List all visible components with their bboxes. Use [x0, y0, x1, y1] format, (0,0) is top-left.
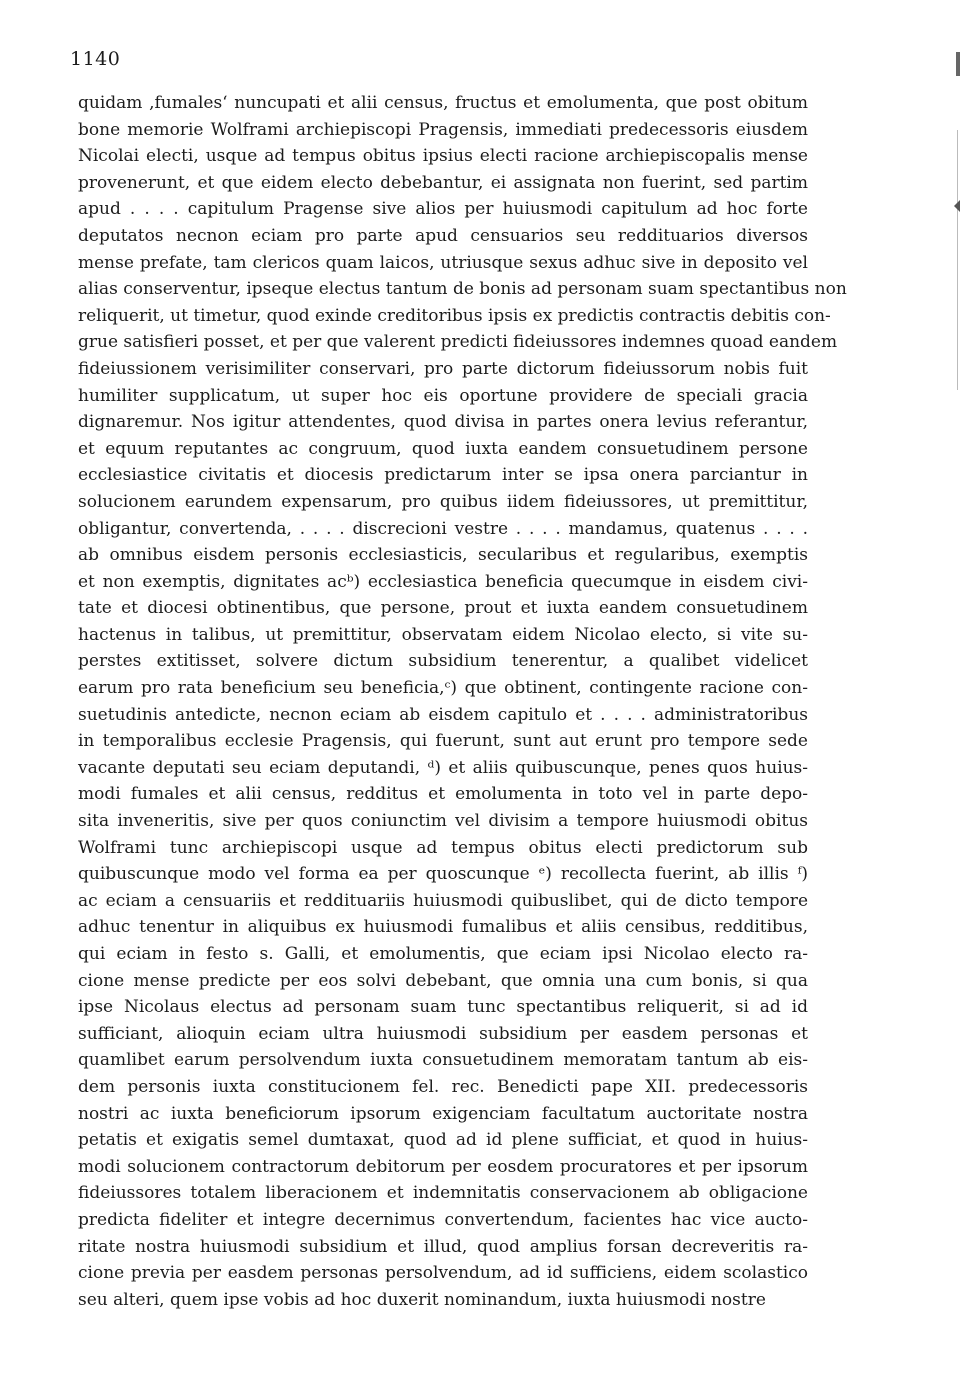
text-line: deputatos necnon eciam pro parte apud censuarios seu reddituarios diversos: [78, 225, 808, 246]
text-line: qui eciam in festo s. Galli, et emolumentis, que eciam ipsi Nicolao electo ra-: [78, 944, 808, 964]
text-line: quidam ‚fumales‘ nuncupati et alii census, fructus et emolumenta, que post obitum: [78, 93, 808, 113]
text-line: modi fumales et alii census, redditus et emolumenta in toto vel in parte depo-: [78, 784, 808, 805]
text-line: cione previa per easdem personas persolvendum, ad id sufficiens, eidem scolastico: [78, 1263, 808, 1284]
text-line: ab omnibus eisdem personis ecclesiasticis, secularibus et regularibus, exemptis: [78, 545, 808, 566]
text-line: quamlibet earum persolvendum iuxta consuetudinem memoratam tantum ab eis-: [78, 1050, 808, 1071]
text-line: bone memorie Wolframi archiepiscopi Pragensis, immediati predecessoris eiusdem: [78, 119, 808, 140]
text-line: nostri ac iuxta beneficiorum ipsorum exigenciam facultatum auctoritate nostra: [78, 1103, 808, 1124]
text-line: sufficiant, alioquin eciam ultra huiusmodi subsidium per easdem personas et: [78, 1023, 808, 1044]
text-line: suetudinis antedicte, necnon eciam ab eisdem capitulo et . . . . administratoribus: [78, 704, 808, 725]
text-line: quibuscunque modo vel forma ea per quoscunque ᵉ) recollecta fuerint, ab illis ᶠ): [78, 864, 808, 885]
text-line: adhuc tenentur in aliquibus ex huiusmodi fumalibus et aliis censibus, redditibus,: [78, 917, 808, 938]
text-line: provenerunt, et que eidem electo debebantur, ei assignata non fuerint, sed partim: [78, 172, 808, 193]
text-line: in temporalibus ecclesie Pragensis, qui fuerunt, sunt aut erunt pro tempore sede: [78, 731, 808, 752]
text-line: vacante deputati seu eciam deputandi, ᵈ) et aliis quibuscunque, penes quos huius-: [78, 757, 808, 778]
text-line: dignaremur. Nos igitur attendentes, quod divisa in partes onera levius referantur,: [78, 412, 808, 433]
text-line: humiliter supplicatum, ut super hoc eis oportune providere de speciali gracia: [78, 385, 808, 406]
text-line: mense prefate, tam clericos quam laicos, utriusque sexus adhuc sive in deposito vel: [78, 252, 808, 273]
body-text: [78, 90, 847, 1313]
text-line: modi solucionem contractorum debitorum per eosdem procuratores et per ipsorum: [78, 1156, 808, 1177]
text-line: predicta fideliter et integre decernimus convertendum, facientes hac vice aucto-: [78, 1209, 808, 1230]
text-line: petatis et exigatis semel dumtaxat, quod ad id plene sufficiat, et quod in huius-: [78, 1130, 808, 1151]
text-line: solucionem earundem expensarum, pro quibus iidem fideiussores, ut premittitur,: [78, 491, 808, 512]
text-line: sita inveneritis, sive per quos coniunctim vel divisim a tempore huiusmodi obitus: [78, 811, 808, 832]
text-line: ipse Nicolaus electus ad personam suam tunc spectantibus reliquerit, si ad id: [78, 997, 808, 1018]
text-line: dem personis iuxta constitucionem fel. rec. Benedicti pape XII. predecessoris: [78, 1076, 808, 1097]
scan-edge-line: [957, 130, 958, 390]
page-number: 1140: [70, 48, 121, 70]
text-line: grue satisfieri posset, et per que valerent predicti fideiussores indemnes quoad eandem: [78, 332, 838, 353]
text-line: Nicolai electi, usque ad tempus obitus ipsius electi racione archiepiscopalis mense: [78, 146, 808, 167]
text-line: obligantur, convertenda, . . . . discrecioni vestre . . . . mandamus, quatenus . . . .: [78, 518, 808, 539]
text-line: apud . . . . capitulum Pragense sive alios per huiusmodi capitulum ad hoc forte: [78, 199, 808, 220]
text-line: Wolframi tunc archiepiscopi usque ad tempus obitus electi predictorum sub: [78, 837, 808, 858]
text-line: cione mense predicte per eos solvi debebant, que omnia una cum bonis, si qua: [78, 970, 808, 991]
text-line: tate et diocesi obtinentibus, que persone, prout et iuxta eandem consuetudinem: [78, 598, 808, 619]
text-line: et equum reputantes ac congruum, quod iuxta eandem consuetudinem persone: [78, 438, 808, 459]
text-line: ac eciam a censuariis et reddituariis huiusmodi quibuslibet, qui de dicto tempore: [78, 890, 808, 911]
scan-edge-mark: [956, 52, 960, 76]
text-line: earum pro rata beneficium seu beneficia,ᶜ) que obtinent, contingente racione con-: [78, 678, 808, 699]
text-line: ecclesiastice civitatis et diocesis predictarum inter se ipsa onera parciantur in: [78, 465, 808, 486]
text-line: alias conserventur, ipseque electus tantum de bonis ad personam suam spectantibus non: [78, 279, 847, 300]
text-line: fideiussionem verisimiliter conservari, pro parte dictorum fideiussorum nobis fuit: [78, 358, 808, 379]
text-line: fideiussores totalem liberacionem et indemnitatis conservacionem ab obligacione: [78, 1183, 808, 1204]
text-line: reliquerit, ut timetur, quod exinde creditoribus ipsis ex predictis contractis debitis con-: [78, 305, 831, 326]
text-line: et non exemptis, dignitates acᵇ) ecclesiastica beneficia quecumque in eisdem civi-: [78, 571, 808, 592]
text-line: ritate nostra huiusmodi subsidium et illud, quod amplius forsan decreveritis ra-: [78, 1236, 808, 1257]
text-line: perstes extitisset, solvere dictum subsidium tenerentur, a qualibet videlicet: [78, 651, 808, 672]
text-line: seu alteri, quem ipse vobis ad hoc duxerit nominandum, iuxta huiusmodi nostre: [78, 1289, 766, 1310]
text-line: hactenus in talibus, ut premittitur, observatam eidem Nicolao electo, si vite su-: [78, 624, 808, 645]
